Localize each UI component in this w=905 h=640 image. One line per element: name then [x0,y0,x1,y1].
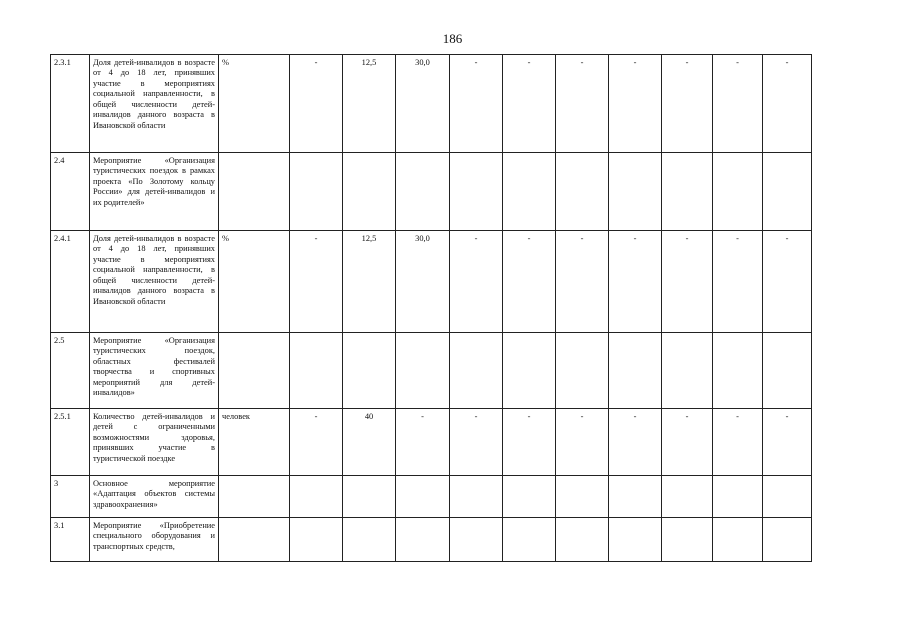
row-value [763,153,812,231]
row-value: - [556,231,609,333]
row-value [396,333,450,409]
row-value: - [609,55,662,153]
row-value [450,476,503,518]
row-number: 3 [51,476,90,518]
row-value: - [556,55,609,153]
row-value [290,333,343,409]
row-value [503,518,556,562]
row-value [713,518,763,562]
row-value: - [450,231,503,333]
row-number: 3.1 [51,518,90,562]
row-value: - [763,409,812,476]
row-value [556,333,609,409]
row-value [396,153,450,231]
row-value [450,333,503,409]
row-value [713,153,763,231]
row-unit: % [219,231,290,333]
row-value: - [556,409,609,476]
row-description: Доля детей-инвалидов в возрасте от 4 до 18 лет, принявших участие в мероприятиях социальной направленности, в общей численности детей-инвалидов данного возраста в Ивановской области [90,231,219,333]
row-value [503,476,556,518]
table-row [51,518,812,562]
row-number: 2.5.1 [51,409,90,476]
row-unit: % [219,55,290,153]
row-value [290,476,343,518]
row-value [609,518,662,562]
row-unit [219,476,290,518]
row-description: Мероприятие «Приобретение специального оборудования и транспортных средств, [90,518,219,562]
row-unit: человек [219,409,290,476]
row-value: - [713,231,763,333]
row-value: - [503,55,556,153]
row-value: 30,0 [396,55,450,153]
row-value: - [396,409,450,476]
row-value: - [609,409,662,476]
row-value [763,518,812,562]
row-number: 2.4.1 [51,231,90,333]
row-value: - [662,55,713,153]
row-value: - [609,231,662,333]
row-value: - [290,55,343,153]
row-value [450,518,503,562]
row-number: 2.3.1 [51,55,90,153]
row-value [343,333,396,409]
table-row [51,476,812,518]
row-value [763,333,812,409]
row-value: - [713,409,763,476]
row-value [290,518,343,562]
row-value: 12,5 [343,55,396,153]
row-number: 2.5 [51,333,90,409]
row-value [503,333,556,409]
table-row [51,231,812,333]
row-value: 30,0 [396,231,450,333]
row-value [556,476,609,518]
row-value [662,476,713,518]
row-value [713,476,763,518]
row-value [556,153,609,231]
indicator-table [50,54,812,562]
row-value [343,153,396,231]
row-value [343,476,396,518]
row-value: 12,5 [343,231,396,333]
row-description: Мероприятие «Организация туристических поездок, областных фестивалей творчества и спортивных мероприятий для детей-инвалидов» [90,333,219,409]
row-value [662,153,713,231]
row-unit [219,518,290,562]
row-value: - [763,231,812,333]
row-value [713,333,763,409]
row-value [503,153,556,231]
row-description: Доля детей-инвалидов в возрасте от 4 до 18 лет, принявших участие в мероприятиях социальной направленности, в общей численности детей-инвалидов данного возраста в Ивановской области [90,55,219,153]
table-row [51,55,812,153]
row-value: - [450,409,503,476]
table-row [51,333,812,409]
row-value [556,518,609,562]
row-value: - [662,409,713,476]
row-value [450,153,503,231]
row-value: - [713,55,763,153]
row-description: Количество детей-инвалидов и детей с ограниченными возможностями здоровья, принявших участие в туристической поездке [90,409,219,476]
row-value [662,518,713,562]
row-value [343,518,396,562]
row-value: - [662,231,713,333]
row-value [763,476,812,518]
row-value: 40 [343,409,396,476]
row-value [609,333,662,409]
row-value: - [290,231,343,333]
row-value: - [763,55,812,153]
row-unit [219,333,290,409]
row-number: 2.4 [51,153,90,231]
row-value [662,333,713,409]
row-value: - [290,409,343,476]
row-value: - [503,409,556,476]
row-description: Основное мероприятие «Адаптация объектов системы здравоохранения» [90,476,219,518]
row-value: - [450,55,503,153]
row-value [396,518,450,562]
table-row [51,153,812,231]
page-number: 186 [442,31,463,46]
row-value [609,153,662,231]
row-value: - [503,231,556,333]
row-value [609,476,662,518]
row-value [396,476,450,518]
row-value [290,153,343,231]
row-description: Мероприятие «Организация туристических поездок в рамках проекта «По Золотому кольцу России» для детей-инвалидов и их родителей» [90,153,219,231]
row-unit [219,153,290,231]
table-row [51,409,812,476]
